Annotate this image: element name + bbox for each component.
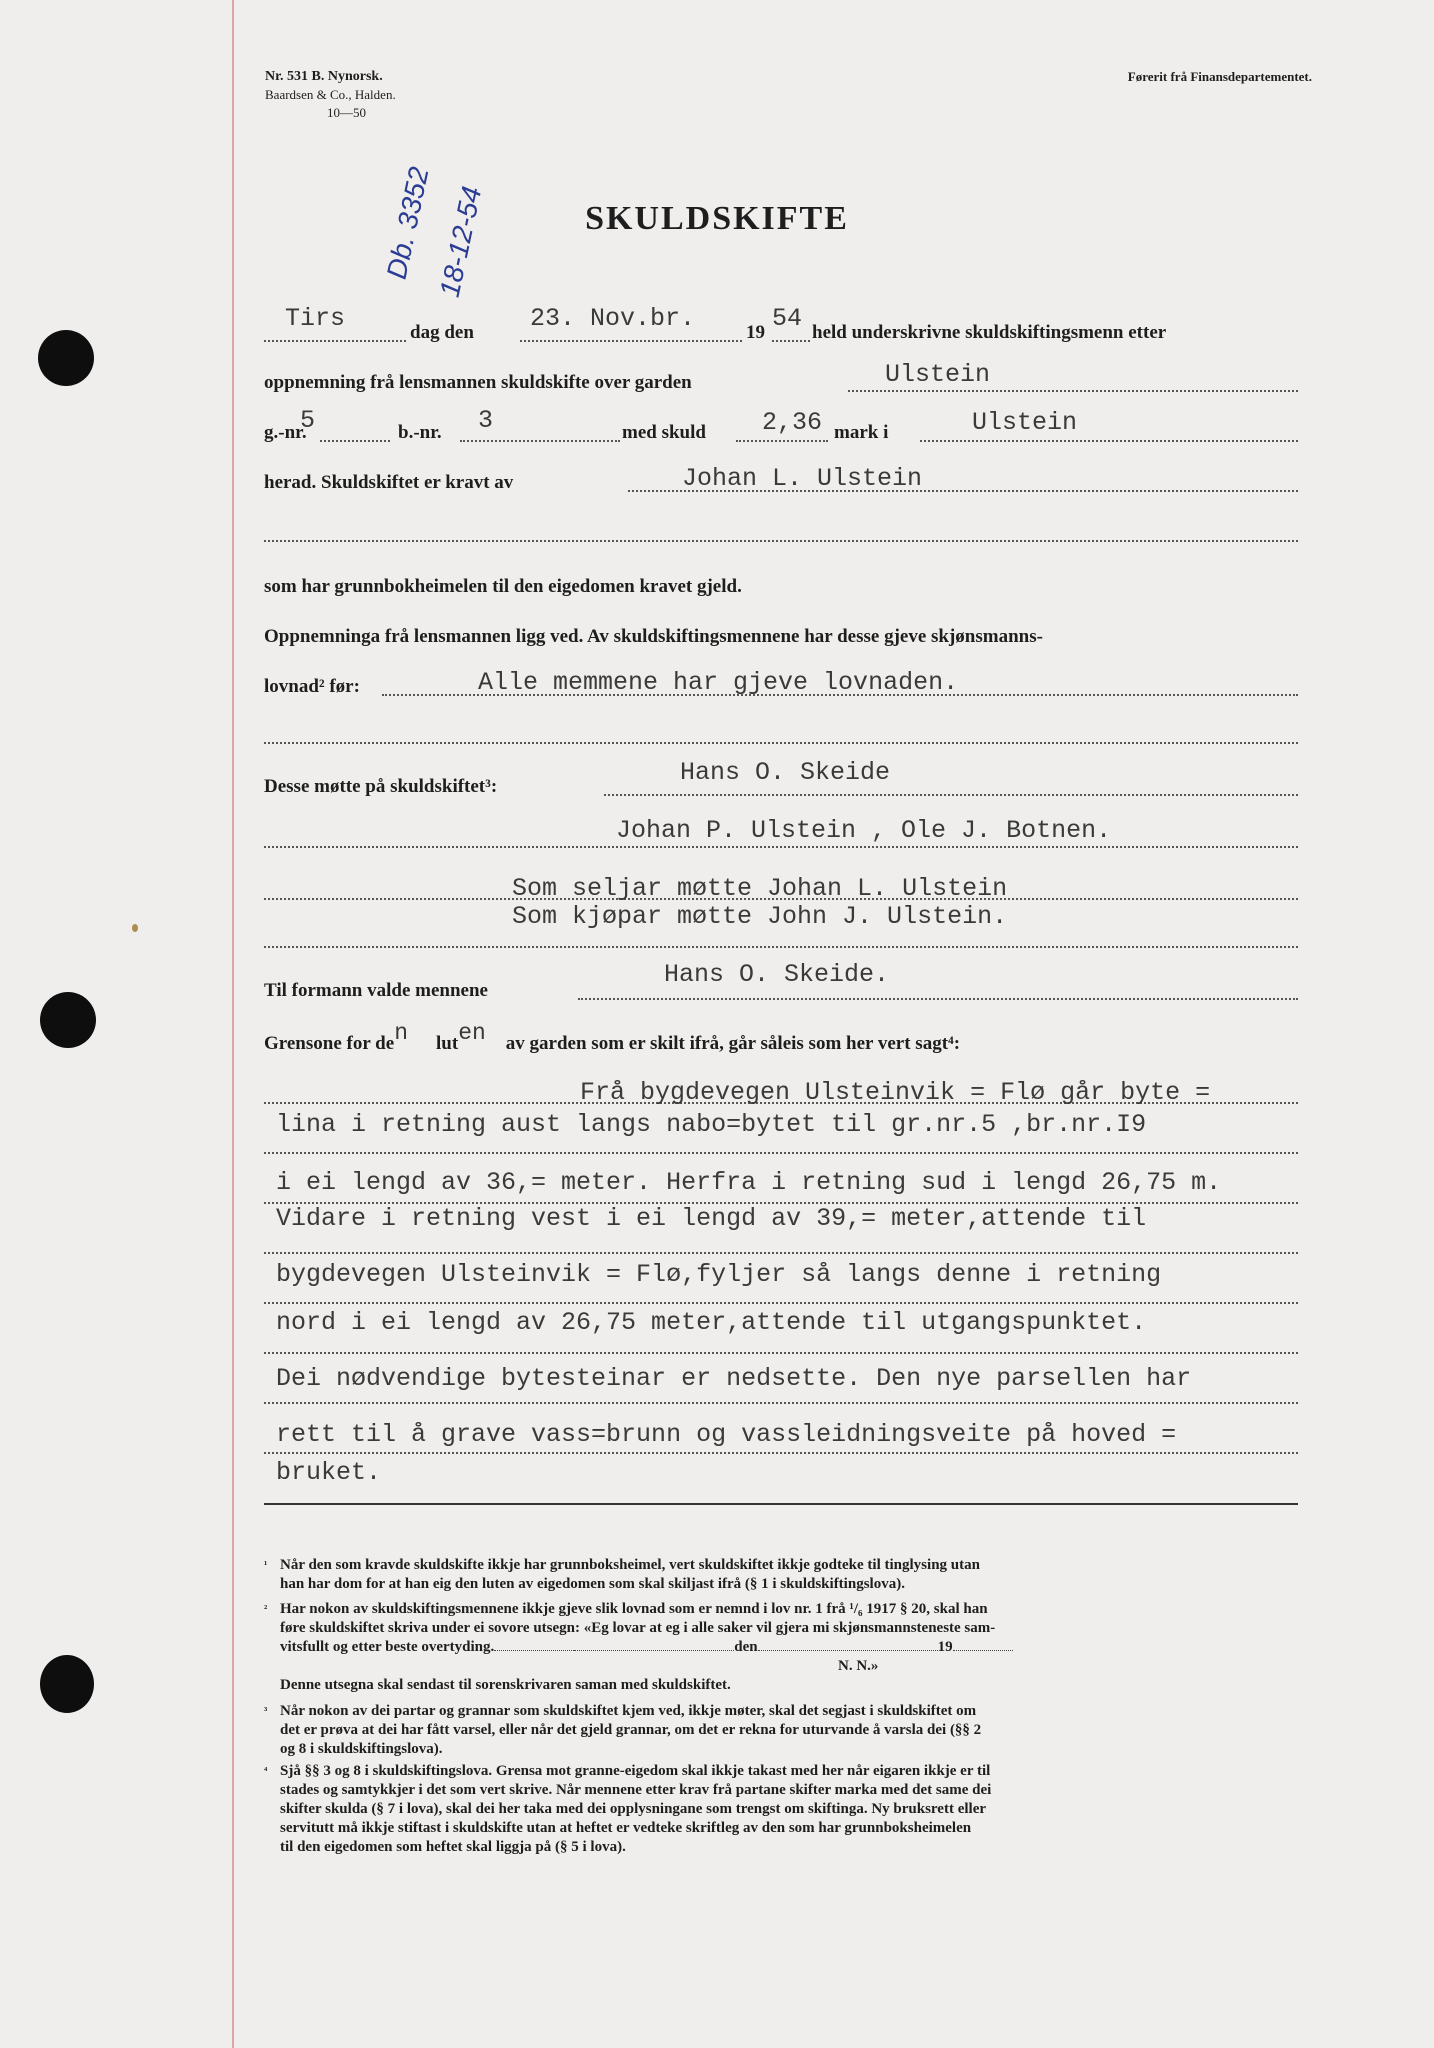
dotted-line	[264, 540, 1298, 542]
attendee-1: Hans O. Skeide	[680, 758, 891, 787]
herad-value: Ulstein	[972, 408, 1078, 437]
label-grunnbok: som har grunnbokheimelen til den eigedomen kravet gjeld.	[264, 576, 742, 597]
dotted-line	[848, 390, 1298, 392]
footnote-3-num: ³	[264, 1705, 268, 1717]
dotted-line	[320, 440, 390, 442]
boundary-line-1: Frå bygdevegen Ulsteinvik = Flø går byte =	[580, 1078, 1211, 1107]
footnote-4-line-d: servitutt må ikkje stiftast i skuldskifte utan at heftet er vedteke skriftleg av den som har grunnboksheimelen	[280, 1820, 972, 1836]
authority-note: Førerit frå Finansdepartementet.	[1127, 69, 1312, 84]
label-grensone-a: Grensone for de	[264, 1033, 395, 1054]
attendee-2: Johan P. Ulstein , Ole J. Botnen.	[616, 816, 1112, 845]
footnote-rule	[264, 1503, 1298, 1505]
punch-hole	[40, 992, 96, 1048]
grensone-en: en	[458, 1020, 486, 1046]
dotted-line	[460, 440, 620, 442]
boundary-line-6: nord i ei lengd av 26,75 meter,attende til utgangspunktet.	[276, 1308, 1147, 1337]
day-value: Tirs	[285, 304, 346, 333]
dotted-line	[604, 794, 1298, 796]
footnote-2-den: den	[734, 1639, 758, 1655]
form-number: Nr. 531 B. Nynorsk.	[265, 69, 383, 84]
dotted-line	[520, 340, 742, 342]
footnote-1-line-a: Når den som kravde skuldskifte ikkje har grunnboksheimel, vert skuldskiftet ikkje godteke til tinglysing utan	[280, 1557, 980, 1573]
footnote-2-19: 19	[937, 1639, 953, 1655]
dotted-line	[264, 1302, 1298, 1304]
label-19: 19	[746, 322, 765, 343]
footnote-2-num: ²	[264, 1603, 268, 1615]
document-title: SKULDSKIFTE	[585, 200, 849, 237]
footnote-4-line-c: skifter skulda (§ 7 i lova), skal dei her taka med dei opplysningane som trengst om skiftinga. Ny bruksrett eller	[280, 1801, 987, 1817]
footnote-2-nn: N. N.»	[838, 1658, 879, 1674]
footnote-3-line-c: og 8 i skuldskiftingslova).	[280, 1741, 443, 1757]
margin-rule	[232, 0, 234, 2048]
footnote-4	[264, 1762, 1304, 1857]
footnote-1-num: ¹	[264, 1559, 268, 1571]
footnote-3-line-a: Når nokon av dei partar og grannar som skuldskiftet kjem ved, ikkje møter, skal det segjast i skuldskiftet om	[280, 1703, 977, 1719]
dotted-line	[578, 998, 1298, 1000]
dotted-line	[772, 340, 810, 342]
footnote-4-line-b: stades og samtykkjer i det som vert skrive. Når mennene etter krav frå partane skifter marka med det same dei	[280, 1782, 992, 1798]
label-held: held underskrivne skuldskiftingsmenn etter	[812, 322, 1167, 343]
dotted-line	[264, 1452, 1298, 1454]
label-gnr: g.-nr.	[264, 422, 307, 443]
grensone-n: n	[394, 1020, 408, 1046]
dotted-line	[264, 1252, 1298, 1254]
handwritten-stamp-line1: Db. 3352	[380, 164, 435, 282]
handwritten-stamp-line2: 18-12-54	[433, 183, 488, 300]
boundary-line-3: i ei lengd av 36,= meter. Herfra i retning sud i lengd 26,75 m.	[276, 1168, 1222, 1197]
footnote-3-line-b: det er prøva at dei har fått varsel, eller når det gjeld grannar, om det er rekna for uturvande å varsla dei (§§ 2	[280, 1722, 982, 1738]
footnote-2-line-b: føre skuldskiftet skriva under ei sovore utsegn: «Eg lovar at eg i alle saker vil gjera mi skjønsmannsteneste sam-	[280, 1620, 996, 1636]
label-desse-motte: Desse møtte på skuldskiftet³:	[264, 776, 498, 797]
boundary-line-2: lina i retning aust langs nabo=bytet til gr.nr.5 ,br.nr.I9	[276, 1110, 1147, 1139]
dotted-line	[264, 1152, 1298, 1154]
year-value: 54	[772, 304, 803, 333]
punch-hole	[38, 330, 94, 386]
footnote-4-num: ⁴	[264, 1765, 268, 1777]
label-lovnad: lovnad² før:	[264, 676, 360, 697]
label-skuld: med skuld	[622, 422, 706, 443]
label-oppnemninga: Oppnemninga frå lensmannen ligg ved. Av skuldskiftingsmennene har desse gjeve skjønsmanns-	[264, 626, 1043, 647]
dotted-line	[920, 440, 1298, 442]
punch-hole	[40, 1655, 94, 1713]
footnote-4-line-e: til den eigedomen som heftet skal liggja på (§ 5 i lova).	[280, 1839, 626, 1855]
print-code: 10—50	[327, 105, 366, 120]
lovnad-value: Alle memmene har gjeve lovnaden.	[478, 668, 959, 697]
label-oppnemning: oppnemning frå lensmannen skuldskifte over garden	[264, 372, 692, 393]
boundary-line-4: Vidare i retning vest i ei lengd av 39,= meter,attende til	[276, 1204, 1147, 1233]
boundary-line-7: Dei nødvendige bytesteinar er nedsette. Den nye parsellen har	[276, 1364, 1192, 1393]
dotted-line	[264, 946, 1298, 948]
dotted-line	[264, 742, 1298, 744]
label-dag-den: dag den	[410, 322, 474, 343]
boundary-line-5: bygdevegen Ulsteinvik = Flø,fyljer så langs denne i retning	[276, 1260, 1162, 1289]
chair-value: Hans O. Skeide.	[664, 960, 890, 989]
boundary-line-8: rett til å grave vass=brunn og vassleidningsveite på hoved =	[276, 1420, 1177, 1449]
label-formann: Til formann valde mennene	[264, 980, 488, 1001]
label-herad: herad. Skuldskiftet er kravt av	[264, 472, 514, 493]
boundary-line-9: bruket.	[276, 1458, 382, 1487]
footnote-4-line-a: Sjå §§ 3 og 8 i skuldskiftingslova. Grensa mot granne-eigedom skal ikkje takast med her når eigaren ikkje er til	[280, 1763, 991, 1779]
attendee-3: Som seljar møtte Johan L. Ulstein	[512, 874, 1008, 903]
dotted-line	[264, 340, 406, 342]
footnote-1	[264, 1556, 1304, 1594]
label-grensone-c: av garden som er skilt ifrå, går såleis som her vert sagt⁴:	[505, 1033, 961, 1054]
label-bnr: b.-nr.	[398, 422, 442, 443]
label-mark-i: mark i	[834, 422, 889, 443]
footnote-2-line-c-text: vitsfullt og etter beste overtyding.	[280, 1639, 495, 1655]
dotted-line	[736, 440, 828, 442]
farm-value: Ulstein	[885, 360, 991, 389]
footnote-2-line-d: Denne utsegna skal sendast til sorenskrivaren saman med skuldskiftet.	[280, 1677, 731, 1693]
attendee-4: Som kjøpar møtte John J. Ulstein.	[512, 902, 1008, 931]
gnr-value: 5	[300, 406, 316, 435]
dotted-line	[264, 1402, 1298, 1404]
dotted-line	[264, 1352, 1298, 1354]
footnote-2	[264, 1600, 1304, 1695]
footnote-2-line-c	[264, 1638, 1304, 1657]
requester-value: Johan L. Ulstein	[682, 464, 923, 493]
footnote-2-line-a: Har nokon av skuldskiftingsmennene ikkje gjeve slik lovnad som er nemnd i lov nr. 1 frå ¹/₆ 1917 § 20, skal han	[280, 1601, 988, 1617]
footnote-3	[264, 1702, 1304, 1759]
skuld-value: 2,36	[762, 408, 823, 437]
label-grensone-lut: lut	[436, 1033, 459, 1054]
form-header-left	[265, 68, 396, 122]
dotted-line	[264, 846, 1298, 848]
date-value: 23. Nov.br.	[530, 304, 696, 333]
footnote-1-line-b: han har dom for at han eig den luten av eigedomen som skal skiljast ifrå (§ 1 i skuldskiftingslova).	[280, 1576, 905, 1592]
label-grensone	[264, 1020, 961, 1056]
paper-speck	[132, 924, 138, 932]
bnr-value: 3	[478, 406, 494, 435]
publisher: Baardsen & Co., Halden.	[265, 87, 396, 102]
